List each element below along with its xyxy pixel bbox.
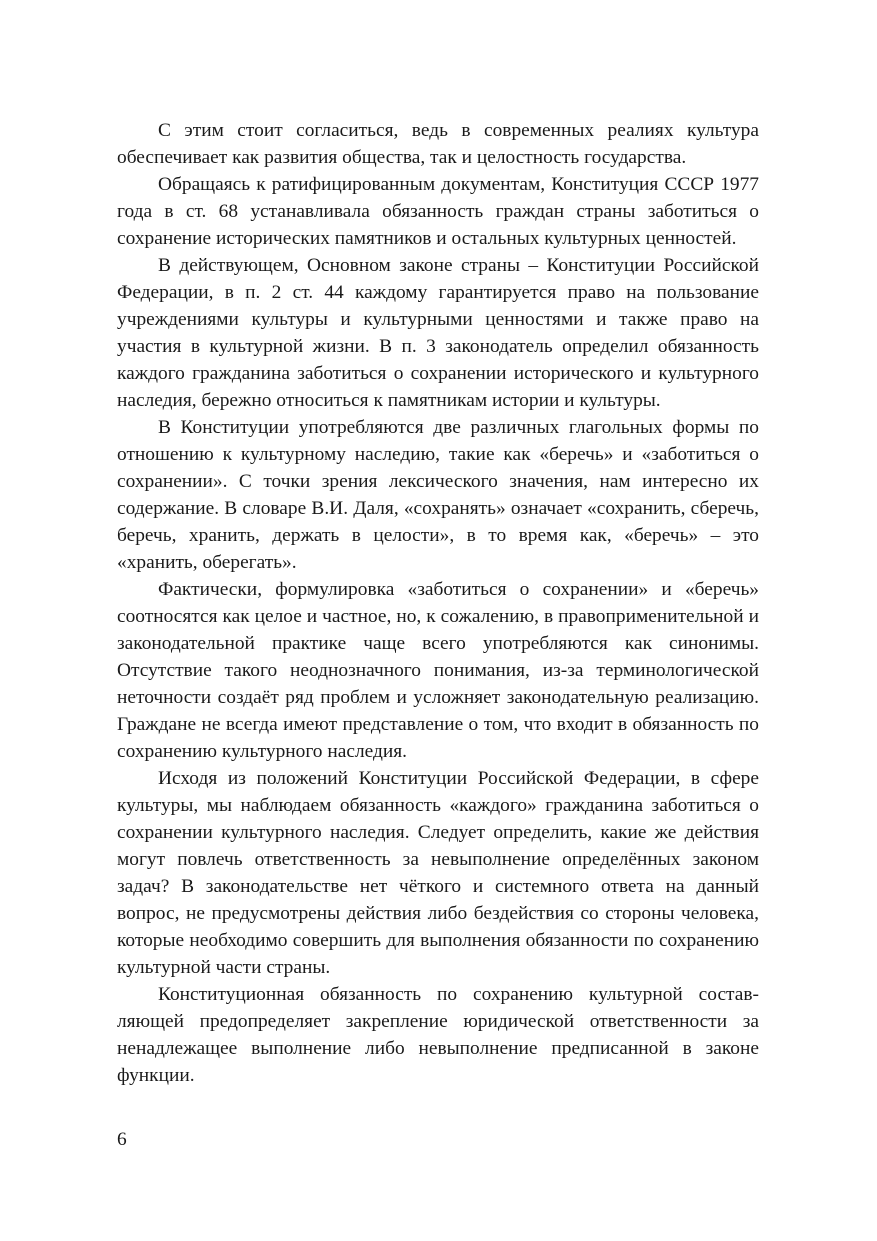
paragraph-5: Фактически, формулировка «заботиться о сохранении» и «беречь» соотносятся как целое и частное, но, к сожалению, в правоприменительной и законодательной практике чаще всего употребляются как синонимы. Отсутствие такого неоднозначного понимания, из-за терминологической неточности создаёт ряд проблем и усложняет законодательную реализацию. Граждане не всегда имеют представление о том, что входит в обязанность по сохранению культурного наследия.: [117, 579, 759, 762]
page-number: 6: [117, 1129, 127, 1150]
paragraph-3: В действующем, Основном законе страны – Конституции Российской Федерации, в п. 2 ст. 44 каждому гарантируется право на пользование учреждениями культуры и культурными ценностями и также право на участия в культурной жизни. В п. 3 законодатель определил обязанность каждого гражданина заботиться о сохранении исторического и культурного наследия, бережно относиться к памятникам истории и культуры.: [117, 255, 759, 411]
paragraph-6: Исходя из положений Конституции Российской Федерации, в сфере культуры, мы наблюдаем обязанность «каждого» гражданина заботиться о сохранении культурного наследия. Следует определить, какие же действия могут повлечь ответственность за невыполнение определённых законом задач? В законодательстве нет чёткого и системного ответа на данный вопрос, не предусмотрены действия либо бездействия со стороны человека, которые необходимо совершить для выполнения обязанности по сохранению культурной части страны.: [117, 768, 759, 978]
paragraph-1: С этим стоит согласиться, ведь в современных реалиях культура обеспечивает как развития общества, так и целостность государства.: [117, 120, 759, 168]
body-text: [117, 117, 759, 1089]
paragraph-2: Обращаясь к ратифицированным документам, Конституция СССР 1977 года в ст. 68 устанавливала обязанность граждан страны заботиться о сохранение исторических памятников и остальных культурных ценностей.: [117, 174, 759, 249]
paragraph-7: Конституционная обязанность по сохранению культурной составляющей предопределяет закрепление юридической ответственности за ненадлежащее выполнение либо невыполнение предписанной в законе функции.: [117, 984, 759, 1086]
paragraph-4: В Конституции употребляются две различных глагольных формы по отношению к культурному наследию, такие как «беречь» и «заботиться о сохранении». С точки зрения лексического значения, нам интересно их содержание. В словаре В.И. Даля, «сохранять» означает «сохранить, сберечь, беречь, хранить, держать в целости», в то время как, «беречь» – это «хранить, оберегать».: [117, 417, 759, 573]
